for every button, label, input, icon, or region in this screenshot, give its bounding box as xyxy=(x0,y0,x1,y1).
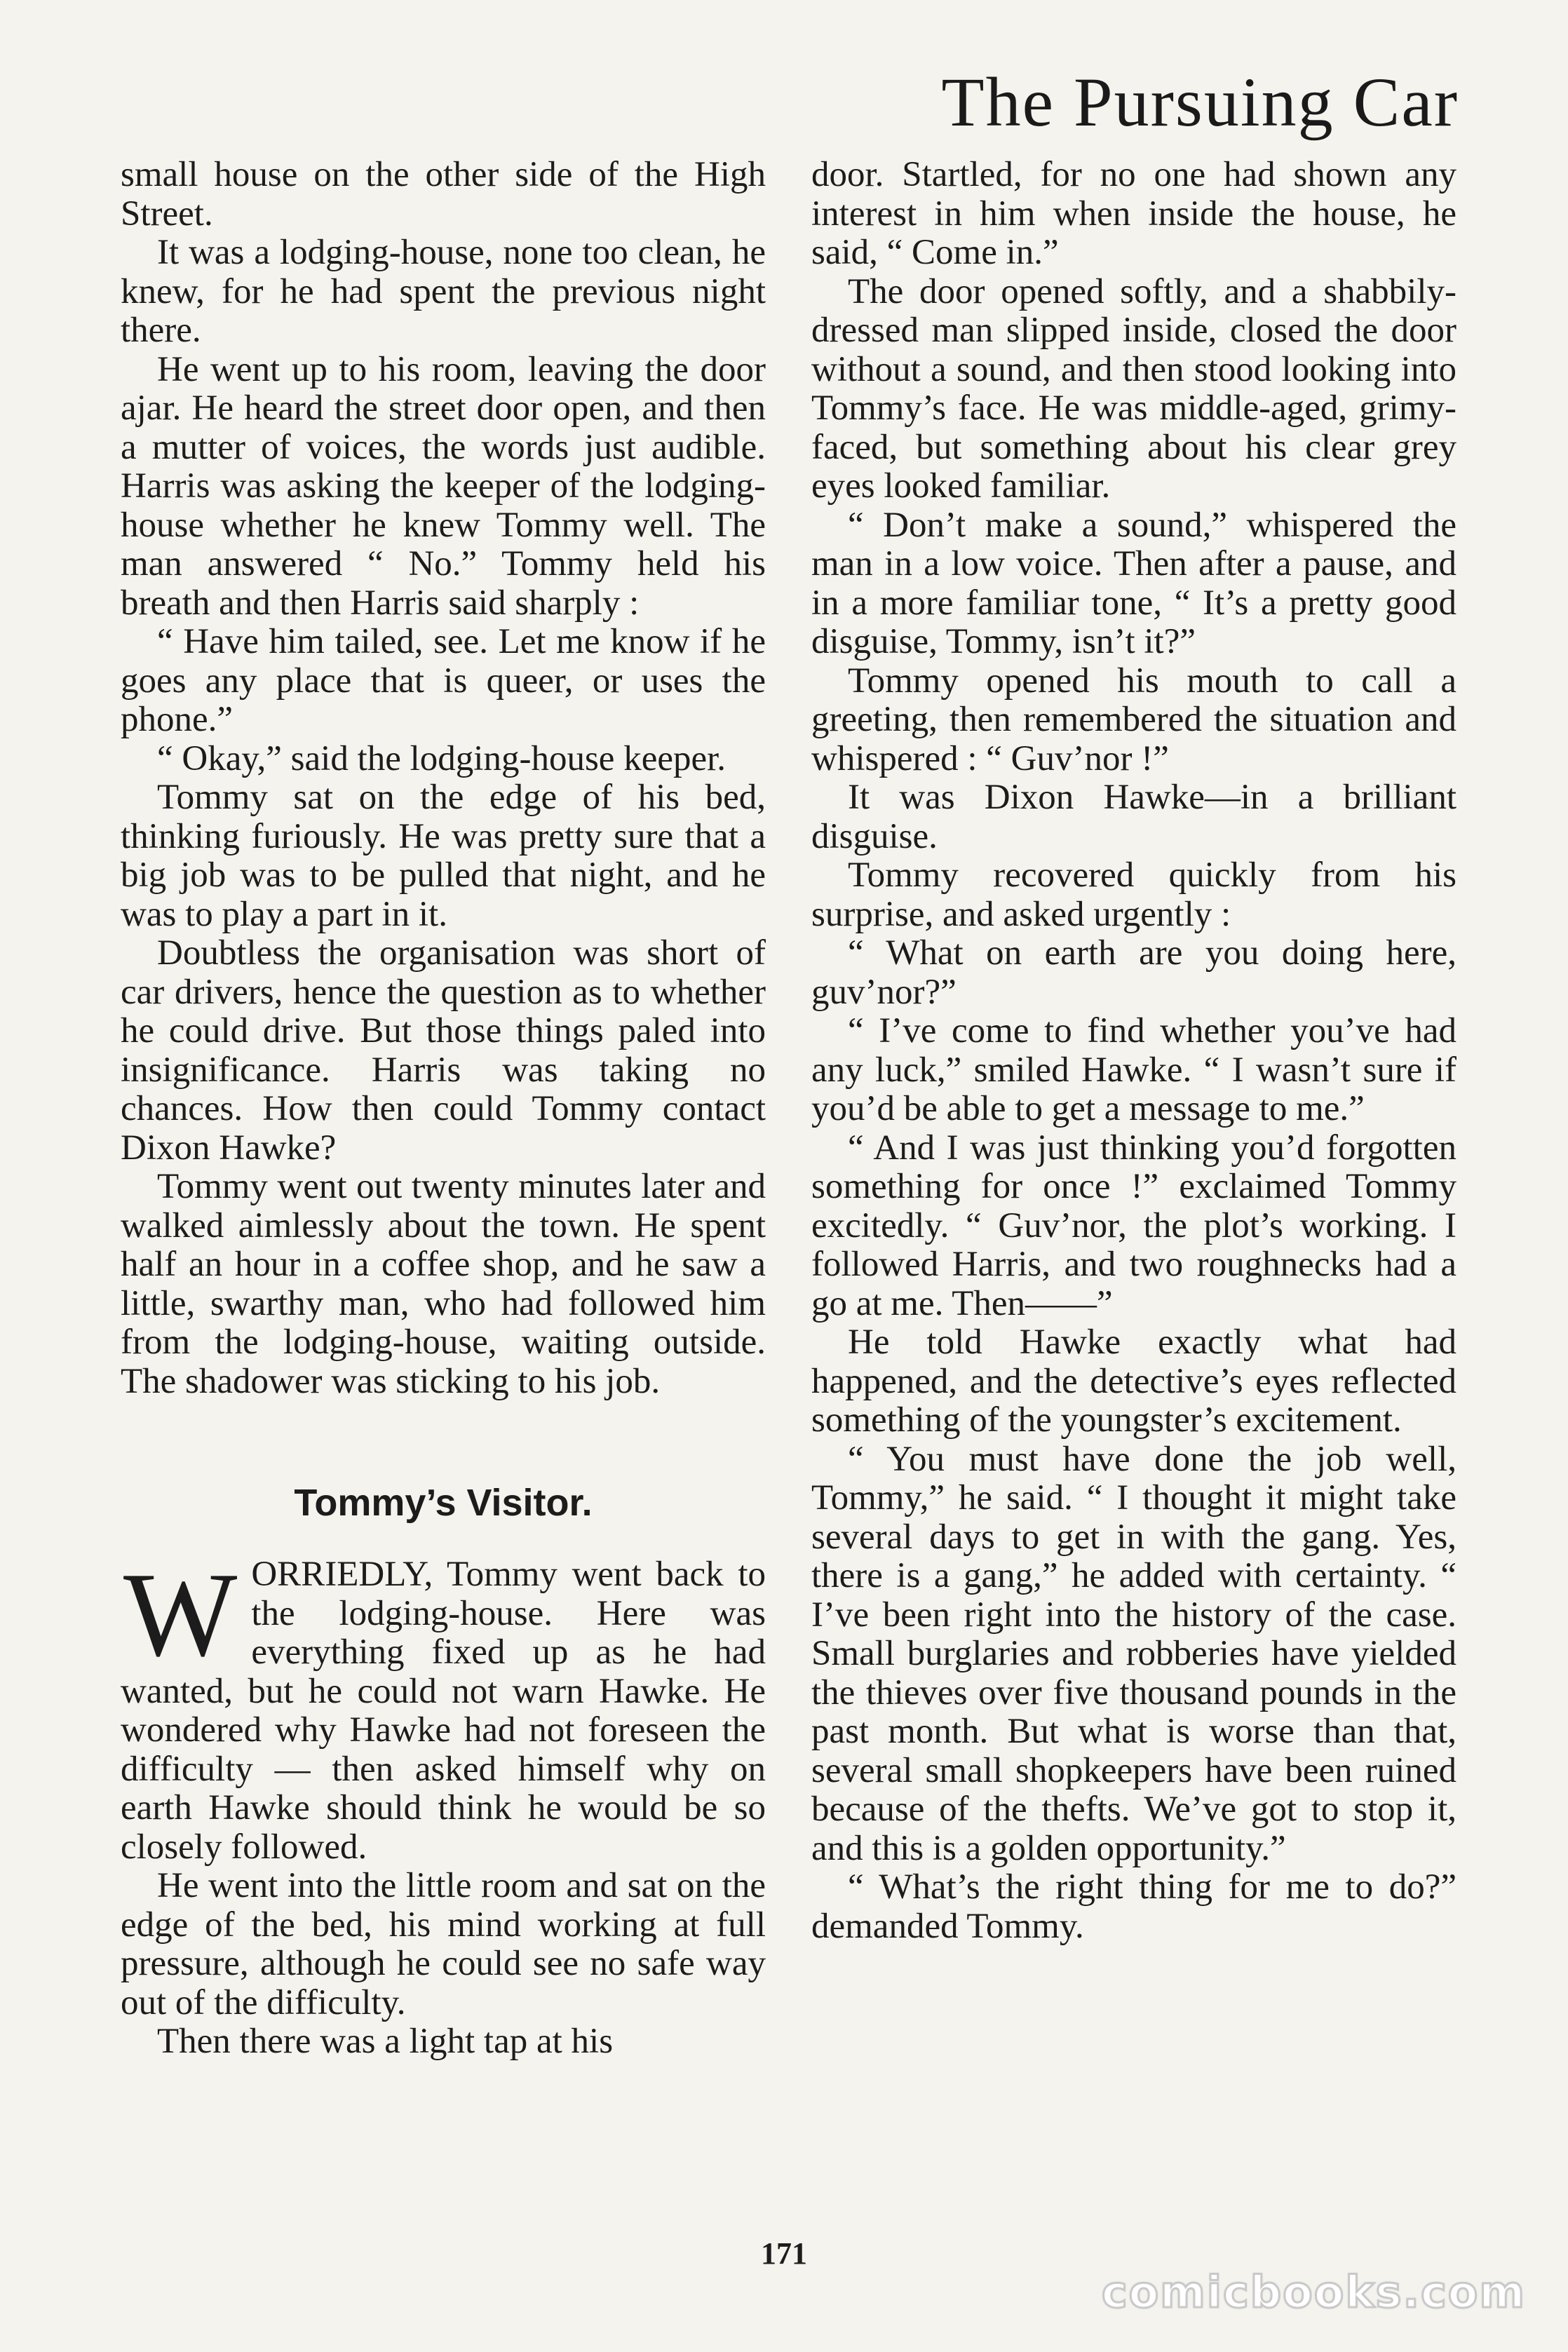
paragraph: “ I’ve come to find whether you’ve had any luck,” smiled Hawke. “ I wasn’t sure if you’d be able to get a message to me.” xyxy=(811,1011,1457,1128)
paragraph: small house on the other side of the High Street. xyxy=(121,155,766,234)
paragraph: Tommy sat on the edge of his bed, thinking furiously. He was pretty sure that a big job was to be pulled that night, and he was to play a part in it. xyxy=(121,778,766,934)
paragraph: Tommy went out twenty minutes later and walked aimlessly about the town. He spent half an hour in a coffee shop, and he saw a little, swarthy man, who had followed him from the lodging-house, waiting outside. The shadower was sticking to his job. xyxy=(121,1167,766,1401)
paragraph: He went into the little room and sat on the edge of the bed, his mind working at full pressure, although he could see no safe way out of the difficulty. xyxy=(121,1866,766,2022)
watermark-logo: comicbooks.com xyxy=(1101,2266,1526,2318)
paragraph: “ Have him tailed, see. Let me know if he goes any place that is queer, or uses the phone.” xyxy=(121,622,766,739)
paragraph: It was Dixon Hawke—in a brilliant disguise. xyxy=(811,778,1457,856)
paragraph: He told Hawke exactly what had happened, and the detective’s eyes reflected something of the youngster’s excitement. xyxy=(811,1323,1457,1440)
paragraph: It was a lodging-house, none too clean, he knew, for he had spent the previous night there. xyxy=(121,233,766,350)
left-column xyxy=(121,156,766,2062)
section-heading: Tommy’s Visitor. xyxy=(294,1482,593,1524)
dropcap-paragraph-text: ORRIEDLY, Tommy went back to the lodging-house. Here was everything fixed up as he had wanted, but he could not warn Hawke. He wondered why Hawke had not foreseen the difficulty — then asked himself why on earth Hawke should think he would be so closely followed. xyxy=(121,1555,766,1867)
paragraph: “ What’s the right thing for me to do?” demanded Tommy. xyxy=(811,1867,1457,1946)
paragraph: door. Startled, for no one had shown any interest in him when inside the house, he said, “ Come in.” xyxy=(811,155,1457,272)
paragraph: The door opened softly, and a shabbily-dressed man slipped inside, closed the door without a sound, and then stood looking into Tommy’s face. He was middle-aged, grimy-faced, but something about his clear grey eyes looked familiar. xyxy=(811,271,1457,506)
drop-cap: W xyxy=(123,1548,238,1682)
page-title: The Pursuing Car xyxy=(941,63,1459,141)
paragraph: “ Okay,” said the lodging-house keeper. xyxy=(157,738,726,778)
paragraph: Tommy opened his mouth to call a greeting, then remembered the situation and whispered : “ Guv’nor !” xyxy=(811,661,1457,778)
paragraph: “ You must have done the job well, Tommy,” he said. “ I thought it might take several days to get in with the gang. Yes, there is a gang,” he added with certainty. “ I’ve been right into the history of the case. Small burglaries and robberies have yielded the thieves over five thousand pounds in the past month. But what is worse than that, several small shopkeepers have been ruined because of the thefts. We’ve got to stop it, and this is a golden opportunity.” xyxy=(811,1439,1457,1868)
paragraph: He went up to his room, leaving the door ajar. He heard the street door open, and then a mutter of voices, the words just audible. Harris was asking the keeper of the lodging-house whether he knew Tommy well. The man answered “ No.” Tommy held his breath and then Harris said sharply : xyxy=(121,349,766,623)
paragraph: “ Don’t make a sound,” whispered the man in a low voice. Then after a pause, and in a more familiar tone, “ It’s a pretty good disguise, Tommy, isn’t it?” xyxy=(811,505,1457,661)
paragraph: “ And I was just thinking you’d forgotten something for once !” exclaimed Tommy excitedly. “ Guv’nor, the plot’s working. I followed Harris, and two roughnecks had a go at me. Then——” xyxy=(811,1128,1457,1323)
dropcap-paragraph xyxy=(121,1548,766,1867)
paragraph: Then there was a light tap at his xyxy=(157,2022,614,2061)
right-column xyxy=(811,156,1457,1946)
paragraph: Doubtless the organisation was short of car drivers, hence the question as to whether he could drive. But those things paled into insignificance. Harris was taking no chances. How then could Tommy contact Dixon Hawke? xyxy=(121,933,766,1168)
paragraph: Tommy recovered quickly from his surprise, and asked urgently : xyxy=(811,856,1457,934)
paragraph: “ What on earth are you doing here, guv’nor?” xyxy=(811,933,1457,1012)
page-number: 171 xyxy=(761,2236,807,2271)
